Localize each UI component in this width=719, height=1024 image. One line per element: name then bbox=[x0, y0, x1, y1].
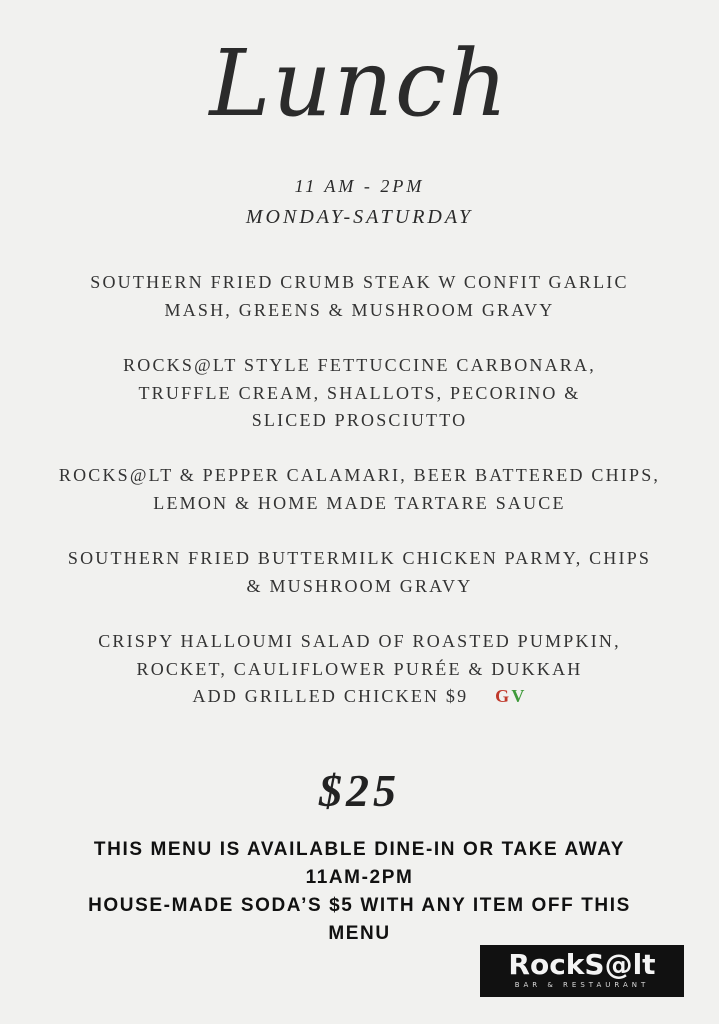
menu-title: Lunch bbox=[209, 30, 510, 137]
menu-hours: 11 AM - 2PM bbox=[294, 176, 425, 196]
menu-price: $25 bbox=[319, 765, 400, 816]
menu-item-line: ROCKS@LT STYLE FETTUCCINE CARBONARA, bbox=[123, 355, 596, 375]
gluten-free-tag: G bbox=[495, 686, 512, 706]
menu-notes bbox=[0, 836, 719, 948]
menu-item-line: ROCKS@LT & PEPPER CALAMARI, BEER BATTERED CHIPS, bbox=[58, 465, 661, 485]
menu-item-calamari bbox=[0, 462, 719, 517]
vegetarian-tag: V bbox=[511, 686, 527, 706]
notes-line: 11AM-2PM bbox=[305, 867, 414, 888]
menu-item-line: LEMON & HOME MADE TARTARE SAUCE bbox=[153, 492, 566, 513]
notes-line: HOUSE-MADE SODA’S $5 WITH ANY ITEM OFF THIS bbox=[88, 895, 631, 916]
menu-item-line: ROCKET, CAULIFLOWER PURÉE & DUKKAH bbox=[136, 658, 583, 679]
menu-item-line: CRISPY HALLOUMI SALAD OF ROASTED PUMPKIN, bbox=[98, 631, 621, 651]
menu-item-line-with-tags bbox=[0, 683, 719, 711]
logo-name: RockS@lt bbox=[508, 948, 656, 981]
menu-item-line: TRUFFLE CREAM, SHALLOTS, PECORINO & bbox=[138, 382, 581, 403]
menu-item-line: SOUTHERN FRIED BUTTERMILK CHICKEN PARMY, CHIPS bbox=[67, 548, 652, 568]
menu-item-line: SOUTHERN FRIED CRUMB STEAK W CONFIT GARLIC bbox=[90, 272, 629, 292]
menu-item-line: & MUSHROOM GRAVY bbox=[246, 575, 473, 596]
notes-line: THIS MENU IS AVAILABLE DINE-IN OR TAKE AWAY bbox=[93, 839, 626, 860]
menu-item-halloumi-salad bbox=[0, 628, 719, 711]
menu-item-line: SLICED PROSCIUTTO bbox=[251, 410, 468, 430]
restaurant-logo bbox=[480, 945, 684, 997]
logo-tagline: BAR & RESTAURANT bbox=[514, 981, 650, 989]
menu-days: MONDAY-SATURDAY bbox=[245, 206, 474, 228]
menu-item-chicken-parmy bbox=[0, 545, 719, 600]
menu-item-carbonara bbox=[0, 352, 719, 435]
menu-item-steak bbox=[0, 269, 719, 324]
menu-item-line: ADD GRILLED CHICKEN $9 bbox=[192, 686, 469, 706]
menu-item-line: MASH, GREENS & MUSHROOM GRAVY bbox=[164, 299, 555, 320]
notes-line: MENU bbox=[328, 923, 391, 944]
